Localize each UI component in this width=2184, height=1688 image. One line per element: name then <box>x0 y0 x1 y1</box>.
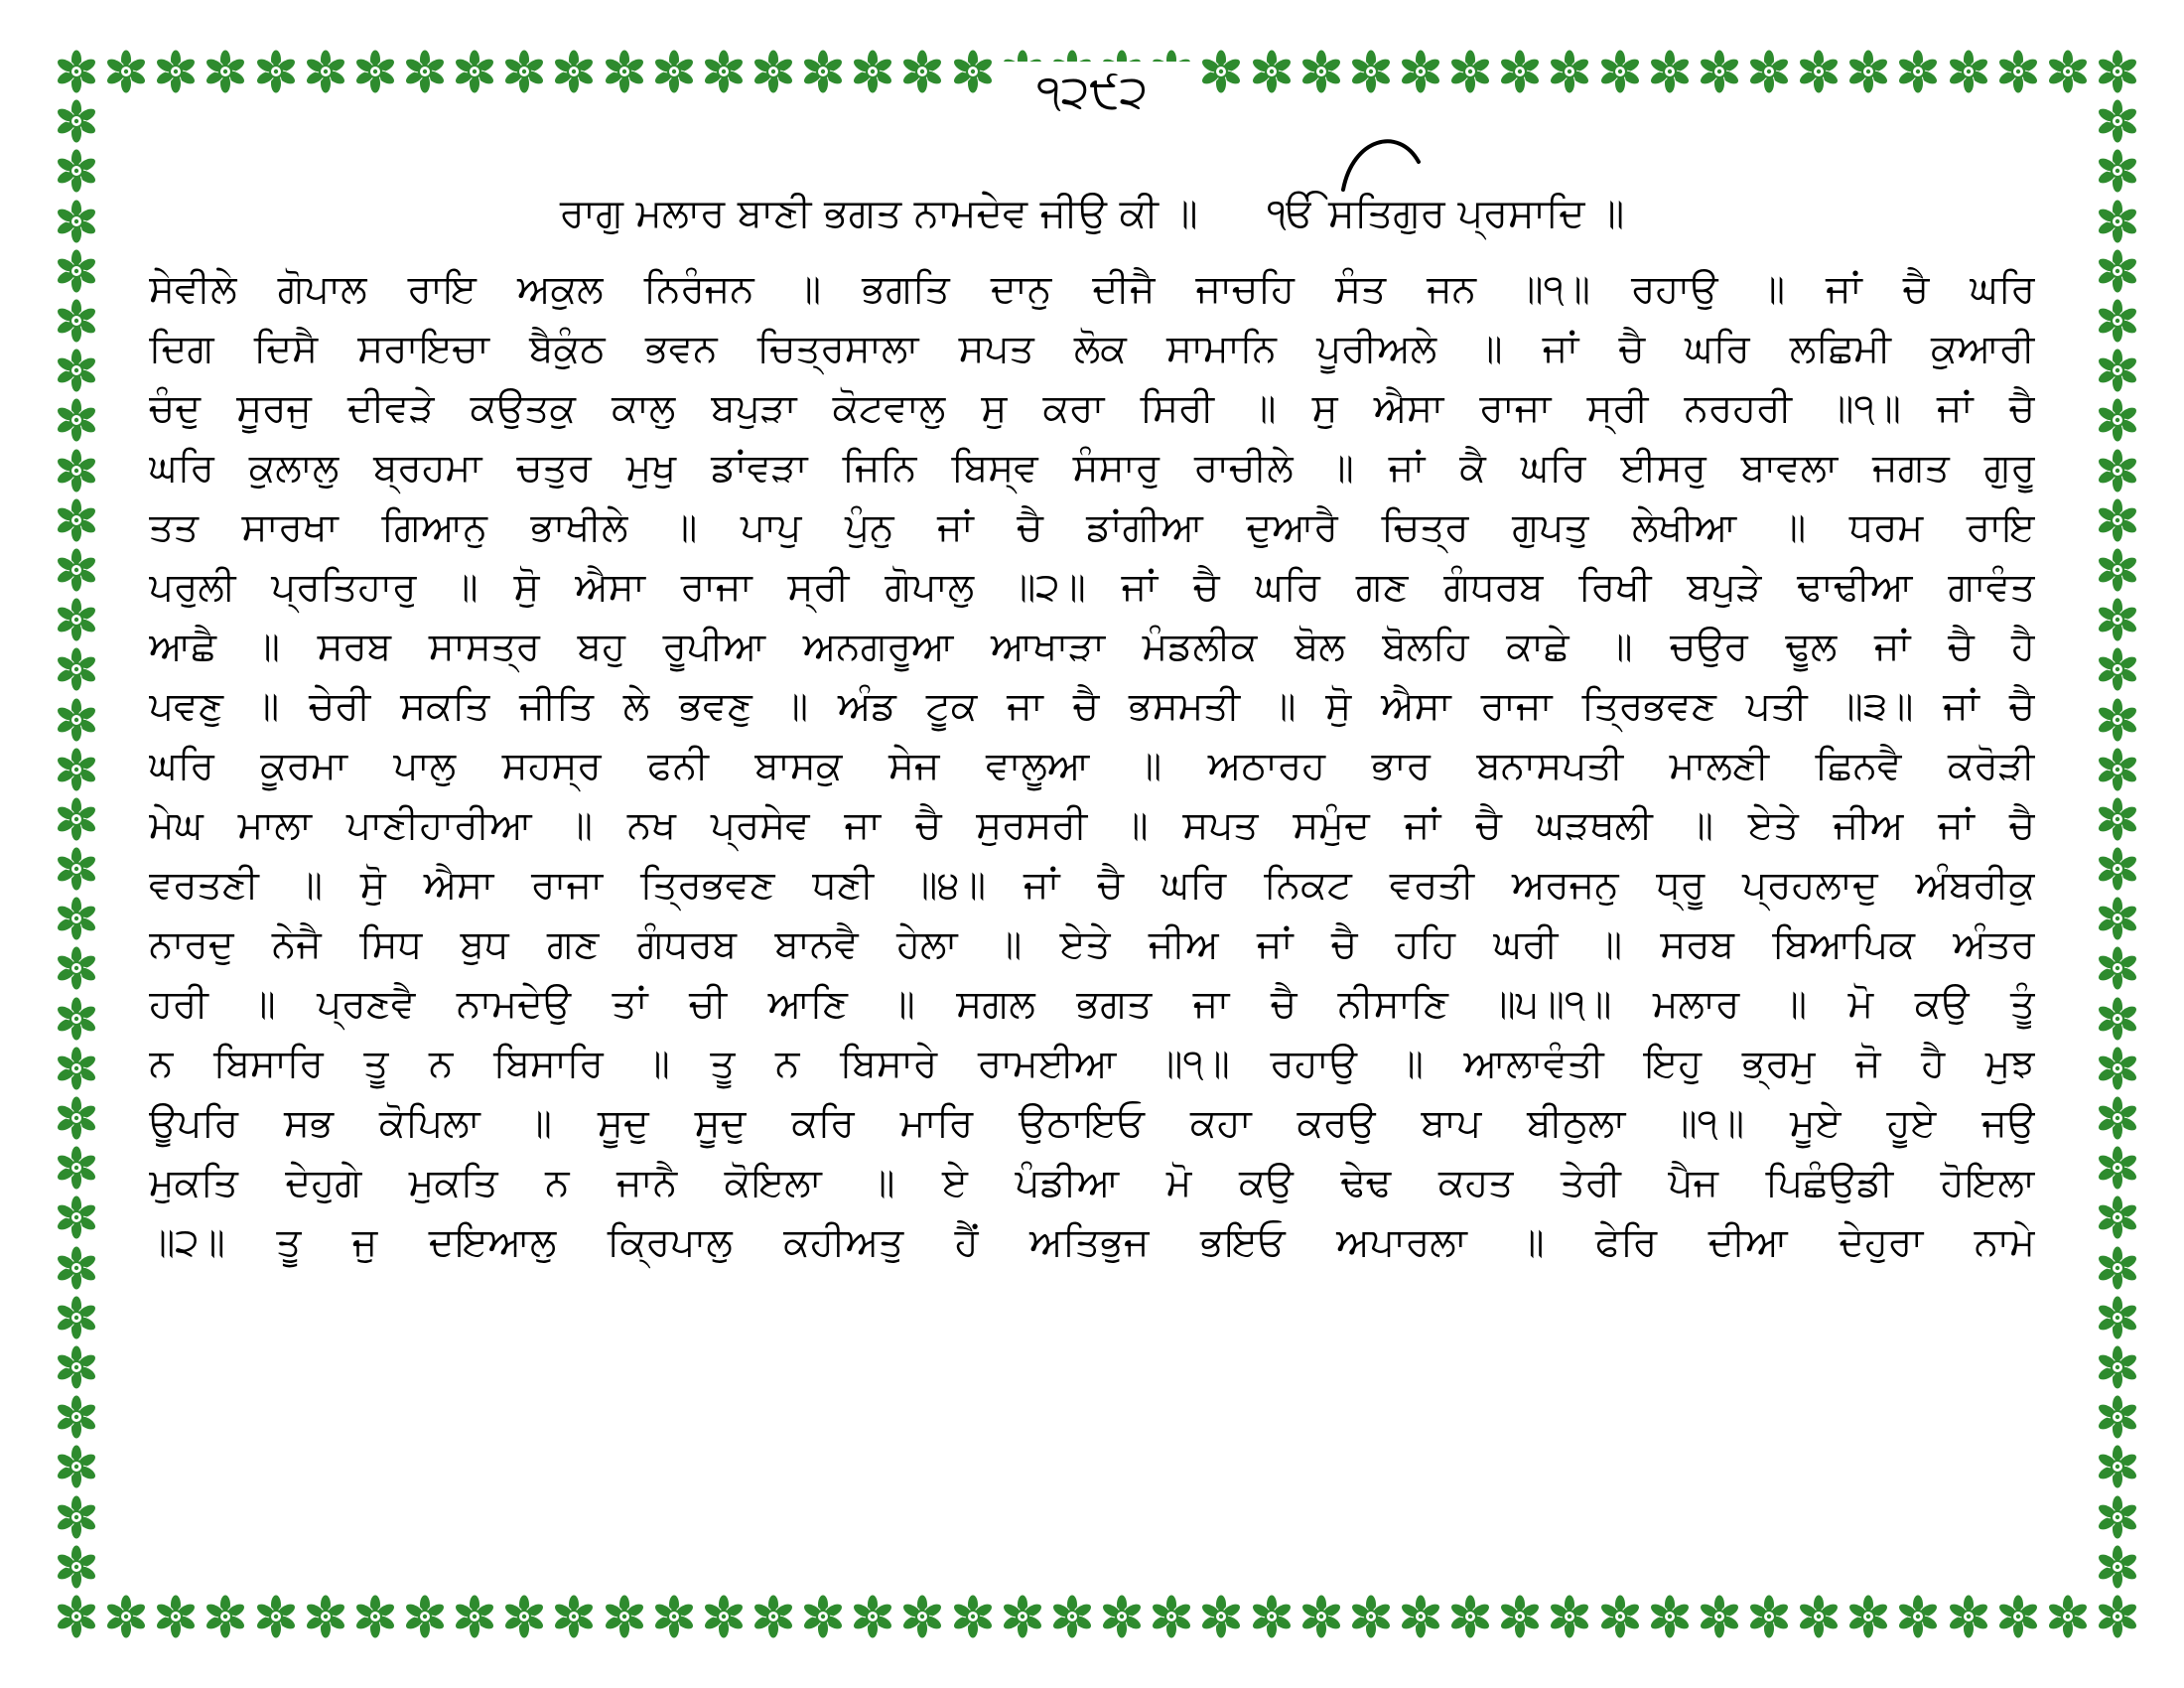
flower-icon <box>2096 200 2139 243</box>
flower-icon <box>951 50 995 93</box>
flower-icon <box>55 1345 98 1389</box>
ik-onkar-arc-icon <box>1337 132 1427 192</box>
flower-icon <box>1797 1595 1841 1638</box>
flower-icon <box>55 498 98 542</box>
flower-icon <box>55 748 98 791</box>
flower-icon <box>1001 1595 1044 1638</box>
flower-icon <box>1846 1595 1890 1638</box>
flower-icon <box>552 1595 596 1638</box>
flower-icon <box>353 50 397 93</box>
flower-icon <box>603 1595 646 1638</box>
flower-icon <box>104 50 148 93</box>
flower-icon <box>304 50 347 93</box>
flower-icon <box>55 299 98 343</box>
flower-icon <box>851 50 894 93</box>
flower-icon <box>502 1595 546 1638</box>
page-number: ੧੨੯੨ <box>993 62 1191 121</box>
verse-line: ਵਰਤਣੀ ॥ ਸੋੁ ਐਸਾ ਰਾਜਾ ਤ੍ਰਿਭਵਣ ਧਣੀ ॥੪॥ ਜਾਂ ਚੈ ਘਰਿ ਨਿਕਟ ਵਰਤੀ ਅਰਜਨੁ ਧ੍ਰੂ ਪ੍ਰਹਲਾਦੁ ਅੰਬਰੀਕੁ <box>149 863 2035 908</box>
flower-icon <box>1896 1595 1940 1638</box>
flower-icon <box>1698 1595 1741 1638</box>
flower-icon <box>55 647 98 691</box>
invocation-text: ੴ ਸਤਿਗੁਰ ਪ੍ਰਸਾਦਿ ॥ <box>1267 191 1625 236</box>
flower-icon <box>1996 50 2040 93</box>
flower-icon <box>453 50 496 93</box>
flower-icon <box>2096 797 2139 841</box>
flower-icon <box>2096 1047 2139 1090</box>
flower-icon <box>304 1595 347 1638</box>
flower-icon <box>55 997 98 1041</box>
flower-icon <box>1498 1595 1542 1638</box>
flower-icon <box>1797 50 1841 93</box>
flower-icon <box>1846 50 1890 93</box>
flower-icon <box>403 50 447 93</box>
flower-icon <box>2096 946 2139 990</box>
flower-icon <box>2096 498 2139 542</box>
flower-icon <box>204 50 247 93</box>
flower-icon <box>154 50 198 93</box>
flower-icon <box>1199 1595 1243 1638</box>
flower-icon <box>55 548 98 592</box>
flower-icon <box>2096 1545 2139 1589</box>
flower-icon <box>1996 1595 2040 1638</box>
flower-icon <box>2096 1196 2139 1239</box>
verse-line: ਘਰਿ ਕੂਰਮਾ ਪਾਲੁ ਸਹਸ੍ਰ ਫਨੀ ਬਾਸਕੁ ਸੇਜ ਵਾਲੂਆ ॥ ਅਠਾਰਹ ਭਾਰ ਬਨਾਸਪਤੀ ਮਾਲਣੀ ਛਿਨਵੈ ਕਰੋੜੀ <box>149 744 2035 788</box>
flower-icon <box>2096 548 2139 592</box>
flower-icon <box>254 50 298 93</box>
flower-icon <box>2096 897 2139 940</box>
flower-icon <box>1250 50 1294 93</box>
flower-icon <box>55 698 98 742</box>
flower-icon <box>1399 1595 1442 1638</box>
flower-icon <box>1448 1595 1492 1638</box>
flower-icon <box>751 50 795 93</box>
verse-line: ਦਿਗ ਦਿਸੈ ਸਰਾਇਚਾ ਬੈਕੁੰਠ ਭਵਨ ਚਿਤ੍ਰਸਾਲਾ ਸਪਤ ਲੋਕ ਸਾਮਾਨਿ ਪੂਰੀਅਲੇ ॥ ਜਾਂ ਚੈ ਘਰਿ ਲਛਿਮੀ ਕੁਆਰੀ <box>149 327 2035 371</box>
flower-icon <box>2096 349 2139 392</box>
flower-icon <box>1548 50 1591 93</box>
verse-line: ਨਾਰਦੁ ਨੇਜੈ ਸਿਧ ਬੁਧ ਗਣ ਗੰਧਰਬ ਬਾਨਵੈ ਹੇਲਾ ॥ ਏਤੇ ਜੀਅ ਜਾਂ ਚੈ ਹਹਿ ਘਰੀ ॥ ਸਰਬ ਬਿਆਪਿਕ ਅੰਤਰ <box>149 922 2035 967</box>
verse-line: ਤਤ ਸਾਰਖਾ ਗਿਆਨੁ ਭਾਖੀਲੇ ॥ ਪਾਪੁ ਪੁੰਨੁ ਜਾਂ ਚੈ ਡਾਂਗੀਆ ਦੁਆਰੈ ਚਿਤ੍ਰ ਗੁਪਤੁ ਲੇਖੀਆ ॥ ਧਰਮ ਰਾਇ <box>149 505 2035 550</box>
flower-icon <box>2096 847 2139 891</box>
flower-icon <box>2096 1345 2139 1389</box>
flower-icon <box>1399 50 1442 93</box>
flower-icon <box>2096 647 2139 691</box>
verse-line: ਪਵਣੁ ॥ ਚੇਰੀ ਸਕਤਿ ਜੀਤਿ ਲੇ ਭਵਣੁ ॥ ਅੰਡ ਟੂਕ ਜਾ ਚੈ ਭਸਮਤੀ ॥ ਸੋੁ ਐਸਾ ਰਾਜਾ ਤ੍ਰਿਭਵਣ ਪਤੀ ॥੩॥ ਜਾਂ ਚੈ <box>149 684 2035 729</box>
flower-icon <box>2096 1246 2139 1290</box>
flower-icon <box>1250 1595 1294 1638</box>
flower-icon <box>552 50 596 93</box>
heading-row <box>149 179 2035 248</box>
flower-icon <box>652 50 696 93</box>
flower-icon <box>1648 1595 1692 1638</box>
flower-icon <box>1349 50 1393 93</box>
verse-line: ਘਰਿ ਕੁਲਾਲੁ ਬ੍ਰਹਮਾ ਚਤੁਰ ਮੁਖੁ ਡਾਂਵੜਾ ਜਿਨਿ ਬਿਸ੍ਵ ਸੰਸਾਰੁ ਰਾਚੀਲੇ ॥ ਜਾਂ ਕੈ ਘਰਿ ਈਸਰੁ ਬਾਵਲਾ ਜਗਤ ਗੁਰੂ <box>149 446 2035 491</box>
flower-icon <box>2096 698 2139 742</box>
flower-icon <box>2096 1146 2139 1190</box>
flower-icon <box>55 149 98 193</box>
flower-icon <box>1947 50 1990 93</box>
flower-icon <box>1598 1595 1642 1638</box>
flower-icon <box>55 249 98 293</box>
flower-icon <box>2096 50 2139 93</box>
verse-line: ॥੨॥ ਤੂ ਜੁ ਦਇਆਲੁ ਕ੍ਰਿਪਾਲੁ ਕਹੀਅਤੁ ਹੈਂ ਅਤਿਭੁਜ ਭਇਓ ਅਪਾਰਲਾ ॥ ਫੇਰਿ ਦੀਆ ਦੇਹੁਰਾ ਨਾਮੇ <box>149 1220 2035 1265</box>
flower-icon <box>55 1047 98 1090</box>
flower-icon <box>801 1595 845 1638</box>
flower-icon <box>104 1595 148 1638</box>
flower-icon <box>55 449 98 492</box>
flower-icon <box>55 349 98 392</box>
flower-icon <box>1648 50 1692 93</box>
flower-icon <box>900 1595 944 1638</box>
flower-icon <box>2096 748 2139 791</box>
flower-icon <box>1299 50 1343 93</box>
flower-icon <box>55 1595 98 1638</box>
flower-icon <box>851 1595 894 1638</box>
flower-icon <box>801 50 845 93</box>
verse-line: ਆਛੈ ॥ ਸਰਬ ਸਾਸਤ੍ਰ ਬਹੁ ਰੂਪੀਆ ਅਨਗਰੂਆ ਆਖਾੜਾ ਮੰਡਲੀਕ ਬੋਲ ਬੋਲਹਿ ਕਾਛੇ ॥ ਚਉਰ ਢੂਲ ਜਾਂ ਚੈ ਹੈ <box>149 625 2035 669</box>
flower-icon <box>2096 299 2139 343</box>
flower-icon <box>55 1096 98 1140</box>
verse-line: ਹਰੀ ॥ ਪ੍ਰਣਵੈ ਨਾਮਦੇਉ ਤਾਂ ਚੀ ਆਣਿ ॥ ਸਗਲ ਭਗਤ ਜਾ ਚੈ ਨੀਸਾਣਿ ॥੫॥੧॥ ਮਲਾਰ ॥ ਮੋ ਕਉ ਤੂੰ <box>149 982 2035 1027</box>
flower-icon <box>1896 50 1940 93</box>
flower-icon <box>1598 50 1642 93</box>
flower-icon <box>1050 1595 1094 1638</box>
flower-icon <box>2096 449 2139 492</box>
flower-icon <box>2096 398 2139 442</box>
flower-icon <box>1498 50 1542 93</box>
flower-icon <box>55 847 98 891</box>
flower-icon <box>55 1495 98 1539</box>
flower-icon <box>55 99 98 143</box>
flower-icon <box>204 1595 247 1638</box>
verse-line: ਪਰੁਲੀ ਪ੍ਰਤਿਹਾਰੁ ॥ ਸੋੁ ਐਸਾ ਰਾਜਾ ਸ੍ਰੀ ਗੋਪਾਲੁ ॥੨॥ ਜਾਂ ਚੈ ਘਰਿ ਗਣ ਗੰਧਰਬ ਰਿਖੀ ਬਪੁੜੇ ਢਾਢੀਆ ਗਾਵੰਤ <box>149 565 2035 610</box>
flower-icon <box>2096 1395 2139 1439</box>
verse-body <box>149 260 2035 1273</box>
flower-icon <box>55 1395 98 1439</box>
verse-line: ਮੇਘ ਮਾਲਾ ਪਾਣੀਹਾਰੀਆ ॥ ਨਖ ਪ੍ਰਸੇਵ ਜਾ ਚੈ ਸੁਰਸਰੀ ॥ ਸਪਤ ਸਮੁੰਦ ਜਾਂ ਚੈ ਘੜਥਲੀ ॥ ਏਤੇ ਜੀਅ ਜਾਂ ਚੈ <box>149 803 2035 848</box>
flower-icon <box>2096 1495 2139 1539</box>
flower-icon <box>55 50 98 93</box>
flower-icon <box>55 797 98 841</box>
flower-icon <box>55 1146 98 1190</box>
flower-icon <box>1349 1595 1393 1638</box>
flower-icon <box>1747 50 1791 93</box>
flower-icon <box>55 1545 98 1589</box>
flower-icon <box>353 1595 397 1638</box>
flower-icon <box>1698 50 1741 93</box>
flower-icon <box>254 1595 298 1638</box>
flower-icon <box>1448 50 1492 93</box>
flower-icon <box>55 598 98 641</box>
scripture-text <box>149 179 2035 1273</box>
flower-icon <box>900 50 944 93</box>
verse-line: ਨ ਬਿਸਾਰਿ ਤੂ ਨ ਬਿਸਾਰਿ ॥ ਤੂ ਨ ਬਿਸਾਰੇ ਰਾਮਈਆ ॥੧॥ ਰਹਾਉ ॥ ਆਲਾਵੰਤੀ ਇਹੁ ਭ੍ਰਮੁ ਜੋ ਹੈ ਮੁਝ <box>149 1042 2035 1086</box>
flower-icon <box>2096 1296 2139 1339</box>
flower-icon <box>702 50 746 93</box>
flower-icon <box>702 1595 746 1638</box>
flower-icon <box>55 1246 98 1290</box>
invocation <box>1268 184 1625 243</box>
flower-icon <box>154 1595 198 1638</box>
flower-icon <box>2096 149 2139 193</box>
flower-icon <box>1100 1595 1144 1638</box>
flower-icon <box>55 398 98 442</box>
verse-line: ਸੇਵੀਲੇ ਗੋਪਾਲ ਰਾਇ ਅਕੁਲ ਨਿਰੰਜਨ ॥ ਭਗਤਿ ਦਾਨੁ ਦੀਜੈ ਜਾਚਹਿ ਸੰਤ ਜਨ ॥੧॥ ਰਹਾਉ ॥ ਜਾਂ ਚੈ ਘਰਿ <box>149 267 2035 312</box>
flower-icon <box>403 1595 447 1638</box>
flower-icon <box>652 1595 696 1638</box>
flower-icon <box>2096 1595 2139 1638</box>
flower-icon <box>2096 598 2139 641</box>
flower-icon <box>55 897 98 940</box>
verse-line: ਮੁਕਤਿ ਦੇਹੁਗੇ ਮੁਕਤਿ ਨ ਜਾਨੈ ਕੋਇਲਾ ॥ ਏ ਪੰਡੀਆ ਮੋ ਕਉ ਢੇਢ ਕਹਤ ਤੇਰੀ ਪੈਜ ਪਿਛੰਉਡੀ ਹੋਇਲਾ <box>149 1161 2035 1205</box>
flower-icon <box>951 1595 995 1638</box>
flower-icon <box>55 1296 98 1339</box>
flower-icon <box>603 50 646 93</box>
flower-icon <box>55 1445 98 1488</box>
flower-icon <box>2096 249 2139 293</box>
flower-icon <box>1548 1595 1591 1638</box>
flower-icon <box>2046 50 2090 93</box>
verse-line: ਚੰਦੁ ਸੂਰਜੁ ਦੀਵੜੇ ਕਉਤਕੁ ਕਾਲੁ ਬਪੁੜਾ ਕੋਟਵਾਲੁ ਸੁ ਕਰਾ ਸਿਰੀ ॥ ਸੁ ਐਸਾ ਰਾਜਾ ਸ੍ਰੀ ਨਰਹਰੀ ॥੧॥ ਜਾਂ ਚੈ <box>149 386 2035 431</box>
flower-icon <box>2096 1445 2139 1488</box>
flower-icon <box>1947 1595 1990 1638</box>
flower-icon <box>55 946 98 990</box>
flower-icon <box>2096 99 2139 143</box>
flower-icon <box>502 50 546 93</box>
flower-icon <box>1150 1595 1193 1638</box>
flower-icon <box>453 1595 496 1638</box>
flower-icon <box>1747 1595 1791 1638</box>
flower-icon <box>55 200 98 243</box>
flower-icon <box>1299 1595 1343 1638</box>
flower-icon <box>1199 50 1243 93</box>
flower-icon <box>55 1196 98 1239</box>
flower-icon <box>2096 1096 2139 1140</box>
verse-line: ਊਪਰਿ ਸਭ ਕੋਪਿਲਾ ॥ ਸੂਦੁ ਸੂਦੁ ਕਰਿ ਮਾਰਿ ਉਠਾਇਓ ਕਹਾ ਕਰਉ ਬਾਪ ਬੀਠੁਲਾ ॥੧॥ ਮੂਏ ਹੂਏ ਜਉ <box>149 1101 2035 1146</box>
flower-icon <box>751 1595 795 1638</box>
raag-heading: ਰਾਗੁ ਮਲਾਰ ਬਾਣੀ ਭਗਤ ਨਾਮਦੇਵ ਜੀਉ ਕੀ ॥ <box>559 191 1198 236</box>
flower-icon <box>2046 1595 2090 1638</box>
flower-icon <box>2096 997 2139 1041</box>
